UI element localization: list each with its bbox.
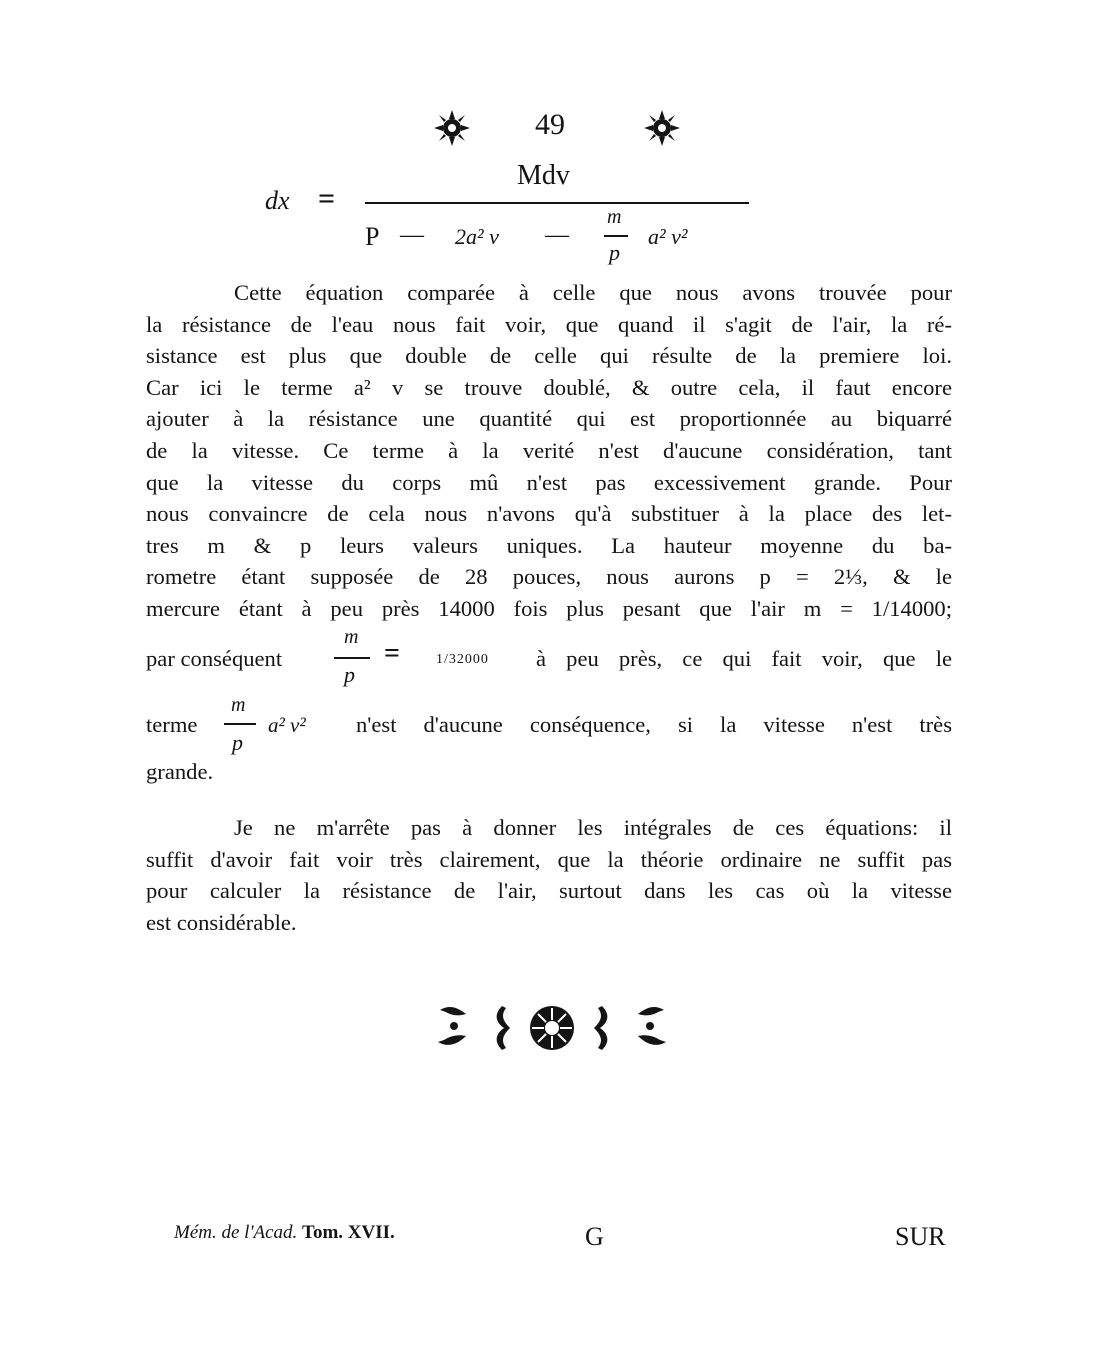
terme-math: a² v²: [268, 713, 306, 737]
terme-label: terme: [146, 712, 198, 737]
equation-fraction-bar: [365, 202, 749, 204]
denominator-minus-1: —: [400, 222, 424, 248]
denominator-frac-bar: [604, 235, 628, 237]
footer-journal: [174, 1222, 395, 1244]
text-line: ajouter à la résistance une quantité qui est proportionnée au biquarré: [146, 406, 952, 432]
text-line: suffit d'avoir fait voir très clairement, que la théorie ordinaire ne suffit pas: [146, 846, 952, 872]
equation-numerator: Mdv: [517, 160, 570, 191]
text-line: pour calculer la résistance de l'air, surtout dans les cas où la vitesse: [146, 878, 952, 904]
text-line: Je ne m'arrête pas à donner les intégrales de ces équations: il: [234, 815, 952, 840]
footer-journal-title: Mém. de l'Acad.: [174, 1222, 298, 1243]
pc-fraction-numerator: m: [344, 626, 359, 648]
denominator-p: P: [365, 222, 380, 251]
denominator-frac-num: m: [607, 206, 622, 228]
par-consequent-label: par conséquent: [146, 646, 283, 671]
text-line: sistance est plus que double de celle qui résulte de la premiere loi.: [146, 343, 952, 369]
text-line: Car ici le terme a² v se trouve doublé, & outre cela, il faut encore: [146, 374, 952, 400]
terme-fraction-denominator: p: [232, 730, 243, 755]
paragraph-2: [146, 812, 952, 938]
text-line: est considérable.: [146, 909, 297, 935]
denominator-term-1: 2a² v: [455, 224, 499, 249]
equation-equals: =: [318, 182, 336, 215]
pc-fraction-bar: [334, 657, 370, 659]
text-line: rometre étant supposée de 28 pouces, nous aurons p = 2⅓, & le: [146, 564, 952, 590]
text-line: mercure étant à peu près 14000 fois plus pesant que l'air m = 1/14000;: [146, 595, 952, 621]
right-fleuron-icon: [642, 108, 682, 148]
pc-fraction-denominator: p: [344, 662, 355, 687]
text-line: de la vitesse. Ce terme à la verité n'est d'aucune considération, tant: [146, 437, 952, 463]
pc-value: 1/32000: [436, 652, 489, 667]
pc-rest: à peu près, ce qui fait voir, que le: [536, 646, 952, 671]
terme-fraction-numerator: m: [231, 694, 246, 716]
text-line: Cette équation comparée à celle que nous avons trouvée pour: [234, 280, 952, 305]
catchword: SUR: [895, 1222, 946, 1251]
terme-fraction-bar: [224, 723, 256, 725]
denominator-term-2: a² v²: [648, 224, 688, 249]
denominator-minus-2: —: [545, 222, 569, 248]
tailpiece-ornament-icon: [432, 996, 672, 1060]
terme-rest: n'est d'aucune conséquence, si la vitesse n'est très: [356, 712, 952, 737]
text-line: nous convaincre de cela nous n'avons qu'à substituer à la place des let-: [146, 501, 952, 527]
equation-lhs: dx: [265, 186, 290, 215]
paragraph-1: [146, 277, 952, 625]
text-line: la résistance de l'eau nous fait voir, que quand il s'agit de l'air, la ré-: [146, 311, 952, 337]
signature-mark: G: [585, 1222, 604, 1251]
page-number: 49: [535, 108, 565, 141]
denominator-frac-den: p: [609, 240, 620, 265]
grande-line: grande.: [146, 759, 214, 784]
pc-equals: =: [384, 638, 400, 669]
text-line: tres m & p leurs valeurs uniques. La hauteur moyenne du ba-: [146, 532, 952, 558]
text-line: que la vitesse du corps mû n'est pas excessivement grande. Pour: [146, 469, 952, 495]
footer-volume: Tom. XVII.: [302, 1222, 395, 1243]
